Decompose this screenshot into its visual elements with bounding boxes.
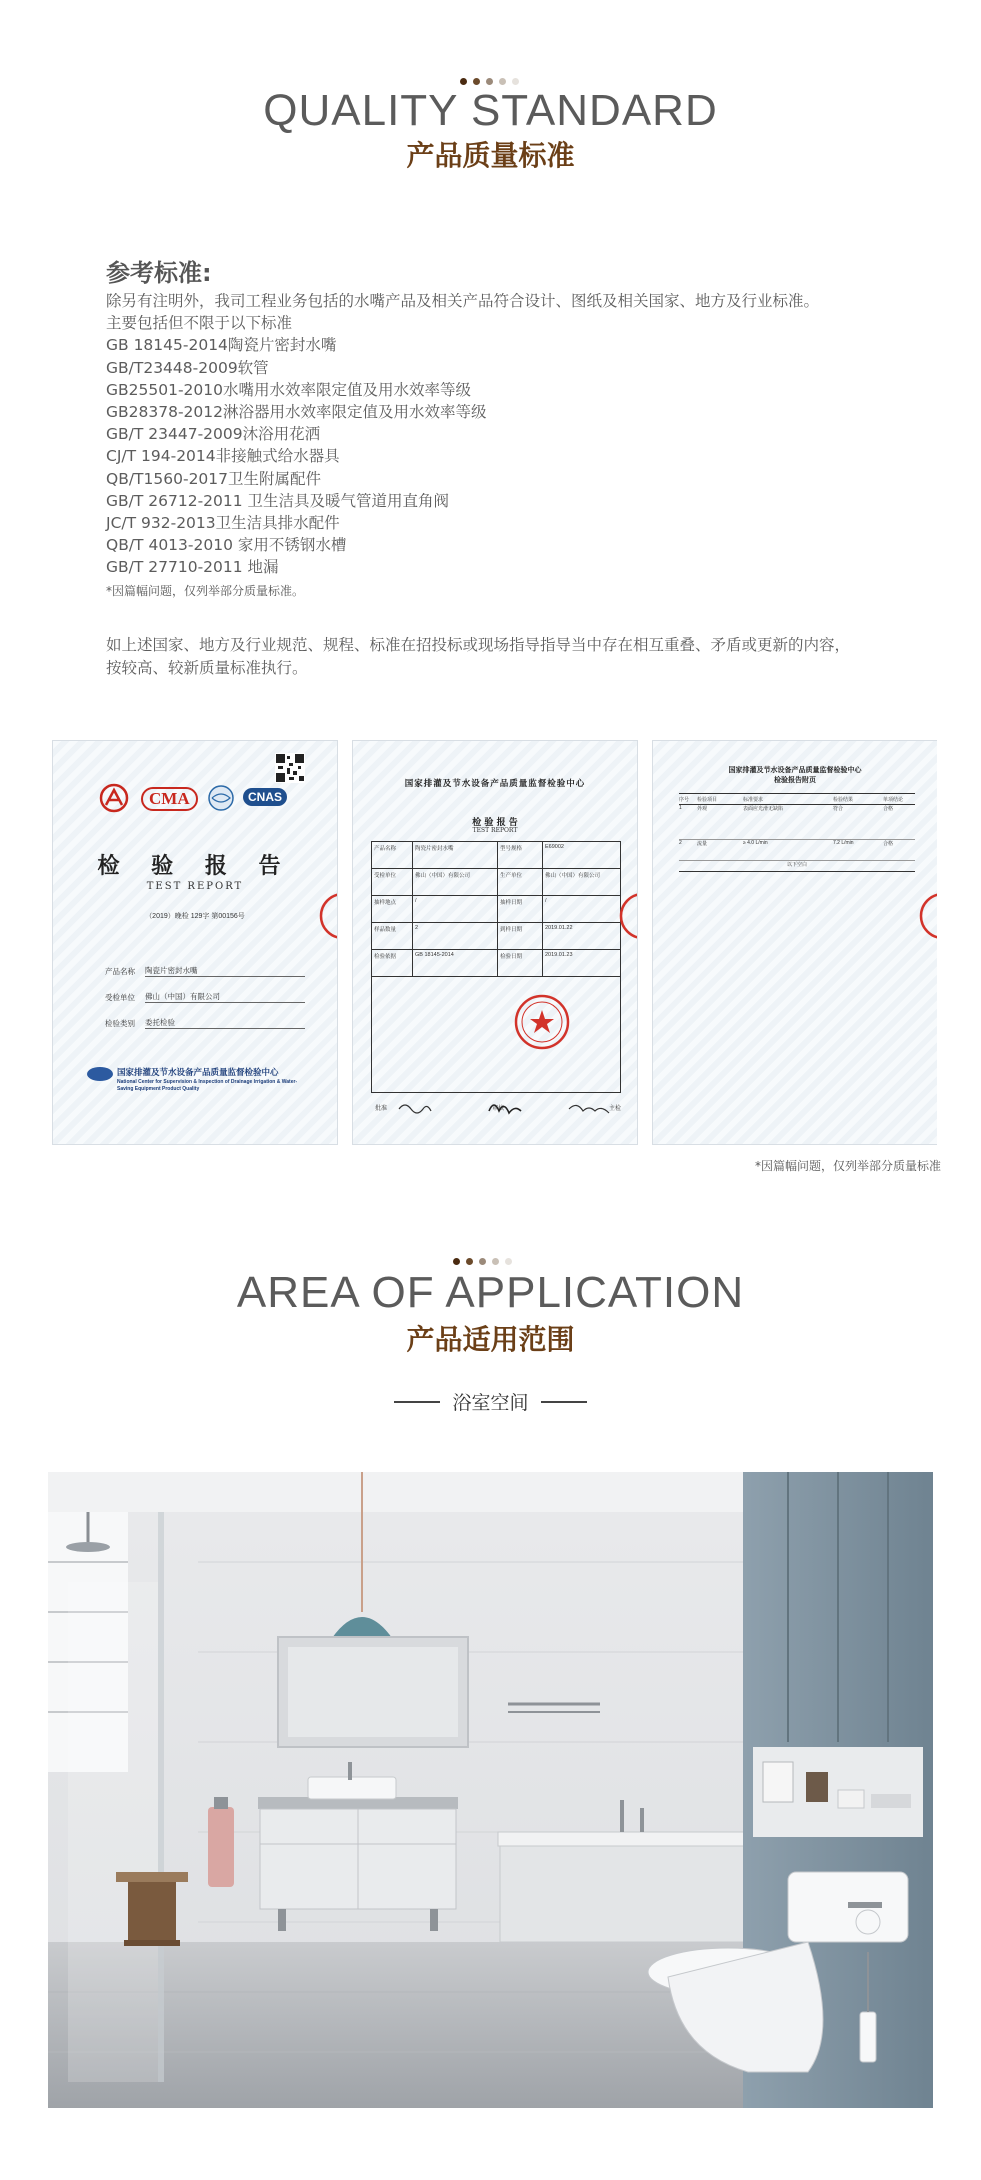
signature-label: 批准 <box>375 1106 388 1112</box>
application-title-en: AREA OF APPLICATION <box>236 1268 745 1317</box>
paragraph-line: 如上述国家、地方及行业规范、规程、标准在招投标或现场指导指导当中存在相互重叠、矛盾或更新的内容， <box>106 636 851 654</box>
field-label: 受检单位 <box>105 993 135 1002</box>
paragraph-line: 按较高、较新质量标准执行。 <box>106 659 308 677</box>
dot <box>512 78 519 85</box>
table-cell: 检验依据 <box>372 950 413 976</box>
table-cell: 产品名称 <box>372 842 413 868</box>
field-value: 委托检验 <box>145 1017 305 1029</box>
ref-line: JC/T 932-2013卫生洁具排水配件 <box>106 514 340 533</box>
table-cell: 佛山（中国）有限公司 <box>413 869 498 895</box>
table-header: 检验项目 <box>697 796 718 803</box>
cert-title: 检 验 报 告 <box>97 853 293 879</box>
table-cell: / <box>413 896 498 922</box>
section-dots <box>460 78 519 85</box>
cert-title: 检 验 报 告 <box>472 818 518 828</box>
appendix-table <box>679 793 915 872</box>
dot <box>466 1258 473 1265</box>
table-cell: 外观 <box>697 806 708 812</box>
report-table <box>371 841 621 1093</box>
table-cell: 2 <box>413 923 498 949</box>
table-cell: 符合 <box>833 806 844 812</box>
table-cell: 流量 <box>697 841 708 847</box>
cert-fields <box>105 951 305 1029</box>
table-cell: 抽样日期 <box>498 896 543 922</box>
table-cell: 1 <box>679 805 682 811</box>
table-row <box>372 896 620 923</box>
table-cell: 抽样地点 <box>372 896 413 922</box>
standards-paragraph <box>106 634 926 680</box>
ref-line: GB 18145-2014陶瓷片密封水嘴 <box>106 336 337 355</box>
certificate-note: *因篇幅问题，仅列举部分质量标准 <box>754 1159 941 1173</box>
table-header: 标准要求 <box>743 796 764 803</box>
field-label: 产品名称 <box>105 967 135 976</box>
table-cell: 生产单位 <box>498 869 543 895</box>
cert-field <box>105 977 305 1003</box>
agi-logo <box>87 1067 113 1081</box>
dot <box>505 1258 512 1265</box>
quality-title-cn: 产品质量标准 <box>406 139 575 172</box>
cert-field <box>105 951 305 977</box>
bathroom-image <box>48 1472 933 2108</box>
dot <box>453 1258 460 1265</box>
field-value: 佛山（中国）有限公司 <box>145 991 305 1003</box>
dot <box>499 78 506 85</box>
ref-line: 除另有注明外，我司工程业务包括的水嘴产品及相关产品符合设计、图纸及相关国家、地方及行业标准。 <box>106 292 820 310</box>
ref-line: QB/T 4013-2010 家用不锈钢水槽 <box>106 536 347 555</box>
table-header: 检验结果 <box>833 796 854 803</box>
table-cell: 样品数量 <box>372 923 413 949</box>
seal-stamp-icon <box>917 891 937 941</box>
ref-heading: 参考标准: <box>106 259 212 287</box>
cert-header: 国家排灌及节水设备产品质量监督检验中心 <box>728 765 862 774</box>
ref-line: GB/T23448-2009软管 <box>106 358 269 377</box>
certificate-cover <box>52 740 338 1145</box>
ref-line: GB/T 27710-2011 地漏 <box>106 558 279 577</box>
cert-header: 国家排灌及节水设备产品质量监督检验中心 <box>404 779 586 789</box>
cnas-logo: CNAS <box>243 788 287 806</box>
table-row <box>372 842 620 869</box>
dot <box>492 1258 499 1265</box>
table-end: 以下空白 <box>786 862 807 868</box>
reference-standards <box>106 253 926 599</box>
certification-logos <box>97 783 297 813</box>
ref-line: GB/T 23447-2009沐浴用花洒 <box>106 425 321 444</box>
application-subtitle <box>0 1388 981 1415</box>
table-cell: 2 <box>679 840 682 846</box>
table-cell: 受检单位 <box>372 869 413 895</box>
table-cell: 检验日期 <box>498 950 543 976</box>
table-header: 序号 <box>679 796 690 803</box>
table-cell: 佛山（中国）有限公司 <box>545 873 601 879</box>
cert-number: （2019）晚检 129字 第00156号 <box>145 913 245 920</box>
ca-logo-icon <box>97 783 131 813</box>
table-cell: / <box>545 898 547 904</box>
cert-subtitle: TEST REPORT <box>472 827 518 834</box>
divider-line <box>394 1401 440 1403</box>
signature-label: 主检 <box>608 1106 621 1112</box>
seal-stamp-icon <box>617 891 637 941</box>
dot <box>479 1258 486 1265</box>
table-cell: E69002 <box>545 844 564 850</box>
bathroom-scene-icon <box>48 1472 933 2108</box>
certificate-appendix-page <box>652 740 937 1145</box>
ref-line: GB28378-2012淋浴器用水效率限定值及用水效率等级 <box>106 403 487 422</box>
ref-line: GB/T 26712-2011 卫生洁具及暖气管道用直角阀 <box>106 491 450 510</box>
ref-line: 主要包括但不限于以下标准 <box>106 314 293 333</box>
cert-org-cn: 国家排灌及节水设备产品质量监督检验中心 <box>117 1067 279 1077</box>
cert-org-en: National Center for Supervision & Inspection of Drainage Irrigation & Water-Saving Equipment Product Quality <box>117 1079 298 1092</box>
signature-label: 审核 <box>491 1106 504 1112</box>
certificate-report-page <box>352 740 638 1145</box>
dot <box>460 78 467 85</box>
table-cell: 7.2 L/min <box>833 840 854 846</box>
table-row <box>372 869 620 896</box>
table-cell: 到样日期 <box>498 923 543 949</box>
ref-note: *因篇幅问题，仅列举部分质量标准。 <box>106 583 305 598</box>
cma-logo: CMA <box>141 787 198 811</box>
subtitle-text: 浴室空间 <box>452 1392 529 1414</box>
cert-title: 检验报告附页 <box>774 775 816 784</box>
qr-code-icon <box>275 753 305 783</box>
table-header: 单项结论 <box>883 796 904 803</box>
ref-line: QB/T1560-2017卫生附属配件 <box>106 469 322 488</box>
table-cell: 合格 <box>883 806 894 812</box>
table-row <box>372 923 620 950</box>
table-cell: 2019.01.22 <box>545 925 573 931</box>
table-row <box>679 840 915 861</box>
dot <box>486 78 493 85</box>
divider-line <box>541 1401 587 1403</box>
seal-stamp-icon <box>317 891 337 941</box>
table-row <box>679 805 915 840</box>
field-value: 陶瓷片密封水嘴 <box>145 965 305 977</box>
table-header-row <box>679 794 915 805</box>
ilac-logo-icon <box>207 784 235 812</box>
table-cell: ≥ 4.0 L/min <box>743 840 768 846</box>
red-seal-icon <box>512 992 572 1052</box>
table-cell: 表面应光滑无缺陷 <box>743 806 784 812</box>
field-label: 检验类别 <box>105 1019 135 1028</box>
section-dots <box>453 1258 512 1265</box>
quality-title-en: QUALITY STANDARD <box>263 86 718 135</box>
table-cell: 2019.01.23 <box>545 952 573 958</box>
handwritten-signatures-icon <box>389 1097 629 1117</box>
ref-line: GB25501-2010水嘴用水效率限定值及用水效率等级 <box>106 380 471 399</box>
table-row <box>372 950 620 977</box>
ref-line: CJ/T 194-2014非接触式给水器具 <box>106 447 340 466</box>
cert-subtitle: TEST REPORT <box>146 881 244 892</box>
table-cell: GB 18145-2014 <box>413 950 498 976</box>
cert-field <box>105 1003 305 1029</box>
application-title-cn: 产品适用范围 <box>406 1323 575 1356</box>
table-cell: 陶瓷片密封水嘴 <box>413 842 498 868</box>
table-cell: 合格 <box>883 841 894 847</box>
table-cell: 型号规格 <box>498 842 543 868</box>
dot <box>473 78 480 85</box>
